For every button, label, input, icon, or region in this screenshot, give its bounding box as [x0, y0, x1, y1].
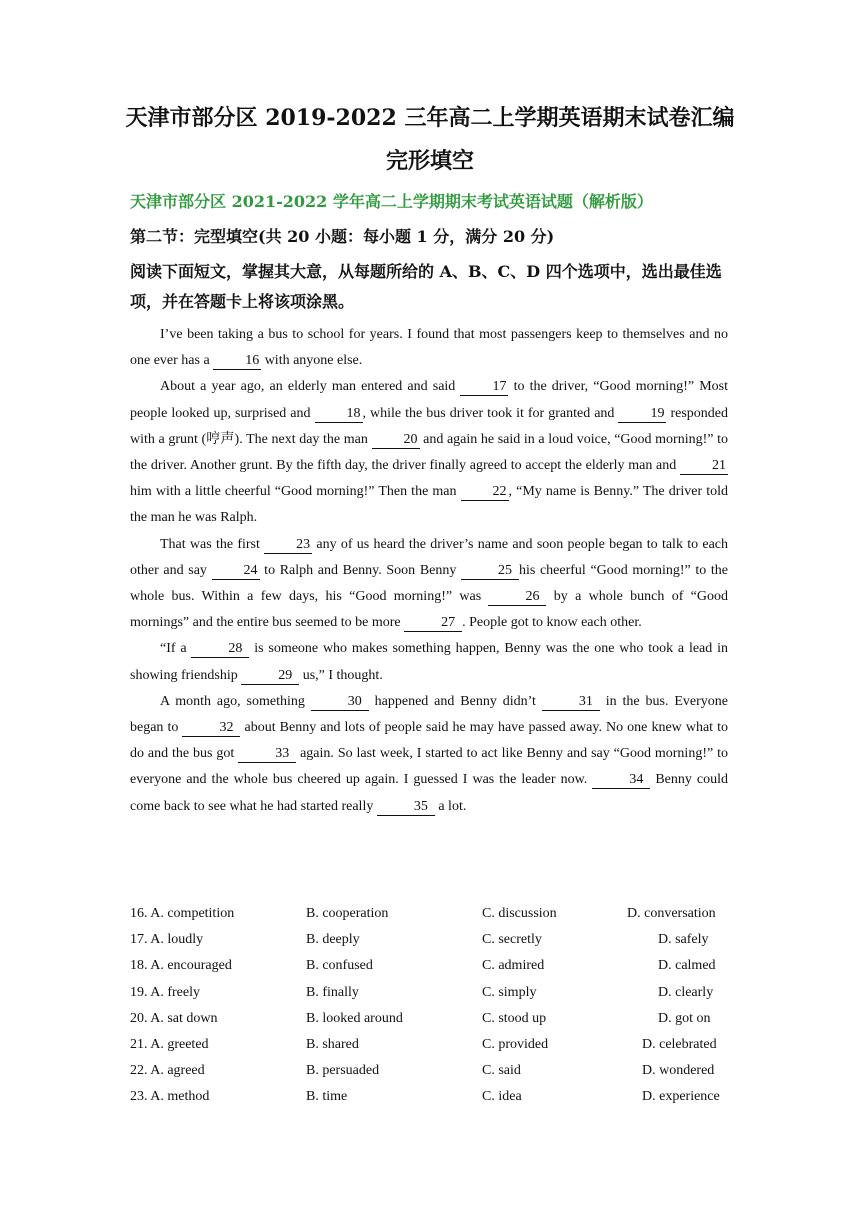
passage-text: is someone who makes something happen, Benny was the one who took a lead in showing friendship — [130, 641, 728, 683]
option-row — [130, 1032, 730, 1058]
option-d: D. got on — [658, 1010, 711, 1026]
blank-17: 17 — [460, 378, 508, 396]
blank-32: 32 — [182, 719, 240, 737]
passage-text: Benny could come back to see what he had started really — [130, 772, 729, 814]
passage-text: . People got to know each other. — [462, 615, 642, 631]
passage-text: a lot. — [434, 798, 467, 814]
passage-text: , while the bus driver took it for granted and — [362, 405, 619, 421]
passage-text: any of us heard the driver’s name and soon people began to talk to each other and say — [130, 536, 728, 578]
section-heading: 第二节：完型填空(共 20 小题：每小题 1 分，满分 20 分) — [130, 227, 555, 246]
passage-text: in the bus. Everyone began to — [130, 693, 728, 736]
cloze-passage — [130, 322, 728, 820]
passage-text: to the driver, “Good morning!” Most people looked up, surprised and — [130, 379, 728, 421]
option-row — [130, 1084, 730, 1110]
option-c: C. provided — [482, 1036, 549, 1052]
paragraph-1 — [130, 322, 728, 374]
blank-30: 30 — [311, 693, 369, 711]
option-c: C. idea — [482, 1089, 522, 1105]
passage-text: about Benny and lots of people said he may have passed away. No one knew what to do and the bus got — [130, 720, 728, 762]
option-b: B. deeply — [306, 932, 360, 948]
option-row — [130, 1058, 730, 1084]
blank-31: 31 — [542, 693, 600, 711]
option-c: C. said — [482, 1063, 521, 1079]
option-c: C. admired — [482, 958, 545, 974]
option-b: B. shared — [306, 1036, 359, 1052]
option-a: 21. A. greeted — [130, 1036, 209, 1052]
option-b: B. time — [306, 1089, 348, 1105]
blank-24: 24 — [212, 562, 260, 580]
passage-text: by a whole bunch of “Good mornings” and the entire bus seemed to be more — [130, 589, 728, 631]
option-d: D. experience — [642, 1089, 720, 1105]
passage-text: That was the first — [160, 536, 265, 552]
paragraph-3 — [130, 532, 728, 637]
option-c: C. discussion — [482, 906, 557, 921]
option-a: 16. A. competition — [130, 906, 235, 921]
paragraph-4 — [130, 636, 728, 688]
option-row — [130, 980, 730, 1006]
passage-text: with anyone else. — [261, 353, 363, 369]
passage-text: About a year ago, an elderly man entered and said — [160, 379, 461, 395]
option-a: 18. A. encouraged — [130, 958, 232, 974]
passage-text: and again he said in a loud voice, “Good morning!” to the driver. Another grunt. By the fifth day, the driver finally agreed to accept the elderly man and — [130, 431, 728, 474]
passage-text: him with a little cheerful “Good morning!” Then the man — [130, 484, 461, 500]
option-a: 23. A. method — [130, 1089, 210, 1105]
option-row — [130, 901, 730, 927]
blank-16: 16 — [213, 352, 261, 370]
blank-19: 19 — [618, 405, 666, 423]
option-row — [130, 1006, 730, 1032]
blank-27: 27 — [404, 614, 462, 632]
option-d: D. calmed — [658, 958, 716, 974]
paragraph-2 — [130, 374, 728, 531]
passage-text: I’ve been taking a bus to school for years. I found that most passengers keep to themselves and no one ever has a — [130, 327, 728, 369]
option-d: D. clearly — [658, 984, 714, 1000]
blank-28: 28 — [191, 640, 249, 658]
blank-25: 25 — [461, 562, 519, 580]
source-heading: 天津市部分区 2021-2022 学年高二上学期期末考试英语试题（解析版） — [130, 192, 653, 211]
option-d: D. wondered — [642, 1063, 715, 1079]
option-b: B. finally — [306, 984, 359, 1000]
option-row — [130, 927, 730, 953]
passage-text: A month ago, something — [160, 693, 311, 709]
option-d: D. celebrated — [642, 1036, 717, 1052]
option-a: 19. A. freely — [130, 984, 200, 1000]
blank-34: 34 — [592, 771, 650, 789]
option-a: 17. A. loudly — [130, 932, 204, 948]
option-d: D. safely — [658, 932, 709, 948]
passage-text: “If a — [160, 641, 192, 657]
answer-options — [130, 901, 730, 1111]
passage-text: happened and Benny didn’t — [368, 693, 542, 709]
passage-text: us,” I thought. — [299, 667, 383, 683]
blank-21: 21 — [680, 457, 728, 475]
option-c: C. secretly — [482, 932, 542, 948]
passage-text: to Ralph and Benny. Soon Benny — [259, 562, 461, 578]
passage-text: , “My name is Benny.” The driver told the man he was Ralph. — [130, 484, 728, 526]
blank-26: 26 — [488, 588, 546, 606]
option-c: C. simply — [482, 984, 537, 1000]
option-b: B. cooperation — [306, 906, 389, 921]
option-b: B. persuaded — [306, 1063, 380, 1079]
passage-text: his cheerful “Good morning!” to the whole bus. Within a few days, his “Good morning!” was — [130, 562, 728, 605]
passage-text: again. So last week, I started to act like Benny and say “Good morning!” to everyone and the whole bus cheered up again. I guessed I was the leader now. — [130, 746, 728, 788]
option-row — [130, 953, 730, 979]
document-subtitle: 完形填空 — [385, 148, 474, 174]
option-d: D. conversation — [627, 906, 716, 921]
blank-22: 22 — [461, 483, 509, 501]
instruction-text: 阅读下面短文，掌握其大意，从每题所给的 A、B、C、D 四个选项中，选出最佳选项，并在答题卡上将该项涂黑。 — [130, 262, 722, 311]
option-a: 22. A. agreed — [130, 1063, 205, 1079]
blank-20: 20 — [372, 431, 420, 449]
blank-33: 33 — [238, 745, 296, 763]
blank-29: 29 — [241, 667, 299, 685]
document-title: 天津市部分区 2019-2022 三年高二上学期英语期末试卷汇编 — [125, 105, 735, 131]
option-a: 20. A. sat down — [130, 1010, 218, 1026]
option-b: B. looked around — [306, 1010, 403, 1026]
blank-23: 23 — [264, 536, 312, 554]
blank-35: 35 — [377, 798, 435, 816]
blank-18: 18 — [315, 405, 363, 423]
option-b: B. confused — [306, 958, 373, 974]
paragraph-5 — [130, 689, 728, 820]
passage-text: responded with a grunt (哼声). The next day the man — [130, 405, 728, 447]
option-c: C. stood up — [482, 1010, 547, 1026]
